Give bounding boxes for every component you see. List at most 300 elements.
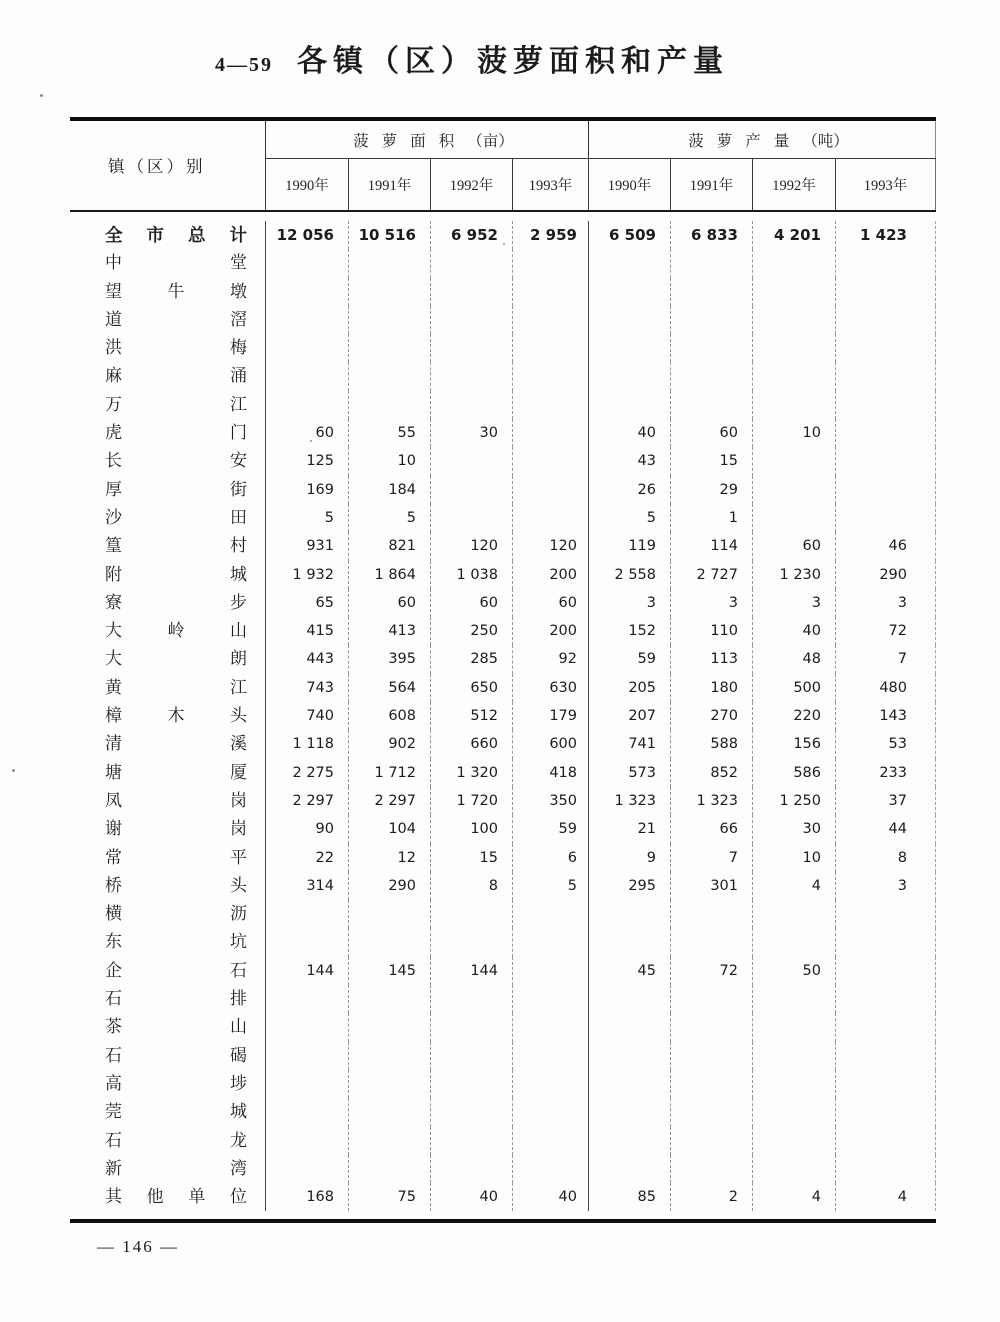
area-value-cell: 60: [430, 589, 512, 617]
area-value-cell: [430, 1127, 512, 1155]
area-value-cell: [348, 1127, 430, 1155]
town-name-cell: [70, 1098, 265, 1126]
output-value-cell: 156: [752, 730, 835, 758]
area-value-cell: 144: [430, 957, 512, 985]
town-name-cell: [70, 221, 265, 249]
output-value-cell: [670, 928, 752, 956]
area-value-cell: 290: [348, 872, 430, 900]
area-value-cell: [348, 985, 430, 1013]
output-value-cell: [588, 1042, 670, 1070]
output-value-cell: [588, 249, 670, 277]
area-value-cell: 743: [265, 674, 348, 702]
output-value-cell: [835, 362, 936, 390]
area-value-cell: [430, 249, 512, 277]
table-title: 各镇（区）菠萝面积和产量: [297, 45, 729, 78]
output-value-cell: [835, 306, 936, 334]
area-value-cell: [265, 1070, 348, 1098]
table-row: [70, 957, 936, 985]
town-name: 全 市 总 计: [105, 225, 247, 245]
output-value-cell: 852: [670, 759, 752, 787]
output-value-cell: [835, 447, 936, 475]
output-value-cell: 573: [588, 759, 670, 787]
area-value-cell: 5: [265, 504, 348, 532]
output-value-cell: 44: [835, 815, 936, 843]
town-name: 塘 厦: [105, 762, 247, 782]
output-value-cell: 1 423: [835, 221, 936, 249]
area-value-cell: 1 864: [348, 561, 430, 589]
output-value-cell: 143: [835, 702, 936, 730]
output-value-cell: [835, 1013, 936, 1041]
output-value-cell: [670, 278, 752, 306]
output-value-cell: 5: [588, 504, 670, 532]
output-value-cell: 59: [588, 645, 670, 673]
output-value-cell: 1 323: [588, 787, 670, 815]
output-value-cell: [835, 928, 936, 956]
output-value-cell: 3: [670, 589, 752, 617]
town-name-cell: [70, 617, 265, 645]
town-name-cell: [70, 985, 265, 1013]
area-value-cell: [348, 900, 430, 928]
area-value-cell: 1 320: [430, 759, 512, 787]
table-row: [70, 872, 936, 900]
output-value-cell: 301: [670, 872, 752, 900]
area-value-cell: [348, 1013, 430, 1041]
town-name: 茶 山: [105, 1017, 247, 1037]
area-value-cell: 200: [512, 561, 588, 589]
output-value-cell: [752, 1070, 835, 1098]
area-value-cell: [512, 306, 588, 334]
output-value-cell: [670, 1098, 752, 1126]
area-group-header: [265, 121, 588, 158]
area-value-cell: [265, 249, 348, 277]
area-value-cell: 40: [430, 1183, 512, 1211]
town-name-cell: [70, 1155, 265, 1183]
area-value-cell: [265, 1098, 348, 1126]
output-value-cell: 29: [670, 476, 752, 504]
area-value-cell: 60: [348, 589, 430, 617]
output-value-cell: 741: [588, 730, 670, 758]
output-value-cell: [670, 1042, 752, 1070]
area-value-cell: [430, 504, 512, 532]
town-name: 东 坑: [105, 932, 247, 952]
output-value-cell: [835, 1155, 936, 1183]
output-value-cell: [835, 391, 936, 419]
area-value-cell: 608: [348, 702, 430, 730]
scan-speck: [12, 769, 15, 772]
area-value-cell: [430, 1098, 512, 1126]
town-name-cell: [70, 391, 265, 419]
table-row: [70, 476, 936, 504]
area-value-cell: 2 297: [348, 787, 430, 815]
town-name: 清 溪: [105, 734, 247, 754]
town-name: 高 埗: [105, 1073, 247, 1093]
area-value-cell: [348, 391, 430, 419]
output-value-cell: [588, 391, 670, 419]
output-value-cell: 290: [835, 561, 936, 589]
output-value-cell: 10: [752, 419, 835, 447]
output-value-cell: 220: [752, 702, 835, 730]
area-value-cell: [265, 1155, 348, 1183]
table-row: [70, 419, 936, 447]
area-value-cell: 65: [265, 589, 348, 617]
area-value-cell: 120: [430, 532, 512, 560]
area-value-cell: 55: [348, 419, 430, 447]
town-name-cell: [70, 957, 265, 985]
output-value-cell: 6 833: [670, 221, 752, 249]
output-value-cell: [670, 985, 752, 1013]
area-value-cell: 443: [265, 645, 348, 673]
output-value-cell: 1 230: [752, 561, 835, 589]
town-name-cell: [70, 561, 265, 589]
output-value-cell: 8: [835, 844, 936, 872]
area-value-cell: [512, 362, 588, 390]
area-value-cell: 415: [265, 617, 348, 645]
year-col-header: 1993年: [512, 159, 588, 210]
town-name: 篁 村: [105, 536, 247, 556]
area-value-cell: [512, 1098, 588, 1126]
town-name-cell: [70, 306, 265, 334]
area-value-cell: [348, 362, 430, 390]
town-name: 桥 头: [105, 875, 247, 895]
table-row: [70, 1183, 936, 1211]
output-value-cell: 48: [752, 645, 835, 673]
output-value-cell: 3: [752, 589, 835, 617]
table-row: [70, 759, 936, 787]
table-row: [70, 1042, 936, 1070]
output-value-cell: 7: [835, 645, 936, 673]
area-value-cell: 350: [512, 787, 588, 815]
area-value-cell: [512, 476, 588, 504]
town-name: 附 城: [105, 564, 247, 584]
table-row: [70, 561, 936, 589]
output-value-cell: [752, 476, 835, 504]
area-value-cell: 2 297: [265, 787, 348, 815]
town-name: 寮 步: [105, 592, 247, 612]
output-value-cell: 1: [670, 504, 752, 532]
output-value-cell: 1 323: [670, 787, 752, 815]
area-value-cell: [430, 306, 512, 334]
output-value-cell: 295: [588, 872, 670, 900]
output-value-cell: 180: [670, 674, 752, 702]
area-group-label: 菠萝面积: [353, 132, 468, 150]
table-row: [70, 730, 936, 758]
output-value-cell: 586: [752, 759, 835, 787]
year-col-header: 1992年: [752, 159, 835, 210]
table-row: [70, 362, 936, 390]
output-value-cell: 6 509: [588, 221, 670, 249]
town-name: 长 安: [105, 451, 247, 471]
output-value-cell: [835, 504, 936, 532]
town-name: 虎 门: [105, 423, 247, 443]
output-value-cell: [670, 1013, 752, 1041]
output-value-cell: 3: [588, 589, 670, 617]
area-value-cell: 5: [512, 872, 588, 900]
output-value-cell: 40: [588, 419, 670, 447]
town-name-cell: [70, 702, 265, 730]
output-value-cell: 66: [670, 815, 752, 843]
output-value-cell: [752, 249, 835, 277]
output-value-cell: 3: [835, 872, 936, 900]
year-col-header: 1993年: [835, 159, 936, 210]
town-name-cell: [70, 1183, 265, 1211]
output-value-cell: 53: [835, 730, 936, 758]
area-value-cell: [430, 1042, 512, 1070]
table-row: [70, 249, 936, 277]
area-value-cell: 12 056: [265, 221, 348, 249]
output-value-cell: [752, 1098, 835, 1126]
output-value-cell: [835, 1098, 936, 1126]
output-value-cell: 37: [835, 787, 936, 815]
page-title: [0, 36, 972, 80]
town-name-cell: [70, 815, 265, 843]
statistics-table: [70, 117, 936, 1223]
town-name-cell: [70, 532, 265, 560]
area-value-cell: 22: [265, 844, 348, 872]
output-value-cell: 45: [588, 957, 670, 985]
area-value-cell: 1 932: [265, 561, 348, 589]
town-name-cell: [70, 589, 265, 617]
area-value-cell: 92: [512, 645, 588, 673]
area-value-cell: 413: [348, 617, 430, 645]
area-value-cell: 184: [348, 476, 430, 504]
output-value-cell: [670, 1127, 752, 1155]
year-col-header: 1992年: [430, 159, 512, 210]
area-value-cell: 8: [430, 872, 512, 900]
output-unit-label: （吨）: [802, 132, 849, 150]
output-value-cell: 4: [752, 1183, 835, 1211]
town-name-cell: [70, 419, 265, 447]
table-row: [70, 787, 936, 815]
output-value-cell: [835, 476, 936, 504]
town-name: 道 滘: [105, 309, 247, 329]
area-value-cell: [430, 447, 512, 475]
town-name: 万 江: [105, 394, 247, 414]
output-value-cell: [752, 928, 835, 956]
output-value-cell: [835, 957, 936, 985]
output-value-cell: [835, 419, 936, 447]
area-value-cell: 512: [430, 702, 512, 730]
table-row: [70, 1127, 936, 1155]
output-value-cell: 500: [752, 674, 835, 702]
town-name: 横 沥: [105, 904, 247, 924]
town-name-cell: [70, 278, 265, 306]
year-header-row: [265, 158, 936, 210]
output-value-cell: 60: [752, 532, 835, 560]
header-right: [265, 121, 936, 210]
town-name: 洪 梅: [105, 338, 247, 358]
town-name: 石 碣: [105, 1045, 247, 1065]
town-name-cell: [70, 787, 265, 815]
area-value-cell: [348, 334, 430, 362]
area-value-cell: 5: [348, 504, 430, 532]
output-value-cell: [588, 985, 670, 1013]
area-unit-label: （亩）: [467, 132, 514, 150]
year-col-header: 1991年: [670, 159, 752, 210]
output-value-cell: [835, 985, 936, 1013]
area-value-cell: 740: [265, 702, 348, 730]
town-name-cell: [70, 1070, 265, 1098]
output-value-cell: [670, 334, 752, 362]
area-value-cell: [265, 1042, 348, 1070]
area-value-cell: [348, 249, 430, 277]
town-name-cell: [70, 928, 265, 956]
output-value-cell: [752, 278, 835, 306]
town-name-cell: [70, 476, 265, 504]
town-name: 企 石: [105, 960, 247, 980]
town-name: 石 排: [105, 989, 247, 1009]
area-value-cell: 630: [512, 674, 588, 702]
output-value-cell: 480: [835, 674, 936, 702]
table-row: [70, 985, 936, 1013]
area-value-cell: 2 275: [265, 759, 348, 787]
town-name-cell: [70, 872, 265, 900]
output-value-cell: 21: [588, 815, 670, 843]
page-number: — 146 —: [97, 1237, 179, 1256]
town-name-cell: [70, 362, 265, 390]
output-value-cell: [588, 1127, 670, 1155]
area-value-cell: [265, 278, 348, 306]
output-value-cell: 588: [670, 730, 752, 758]
table-row: [70, 589, 936, 617]
table-row: [70, 1013, 936, 1041]
area-value-cell: [265, 928, 348, 956]
area-value-cell: [265, 1127, 348, 1155]
area-value-cell: 564: [348, 674, 430, 702]
area-value-cell: 104: [348, 815, 430, 843]
area-value-cell: 120: [512, 532, 588, 560]
output-value-cell: 119: [588, 532, 670, 560]
output-value-cell: 26: [588, 476, 670, 504]
table-row: [70, 391, 936, 419]
area-value-cell: 75: [348, 1183, 430, 1211]
area-value-cell: [430, 928, 512, 956]
area-value-cell: [512, 1042, 588, 1070]
scan-speck: [503, 243, 505, 245]
output-value-cell: 113: [670, 645, 752, 673]
area-value-cell: [512, 249, 588, 277]
area-value-cell: 168: [265, 1183, 348, 1211]
area-value-cell: [430, 900, 512, 928]
area-value-cell: 179: [512, 702, 588, 730]
town-name: 其 他 单 位: [105, 1187, 247, 1207]
area-value-cell: [265, 985, 348, 1013]
output-value-cell: 4: [835, 1183, 936, 1211]
town-name: 大 岭 山: [105, 621, 247, 641]
output-value-cell: 152: [588, 617, 670, 645]
output-value-cell: 72: [835, 617, 936, 645]
table-row: [70, 645, 936, 673]
area-value-cell: 90: [265, 815, 348, 843]
town-name: 黄 江: [105, 677, 247, 697]
output-value-cell: 7: [670, 844, 752, 872]
output-value-cell: 233: [835, 759, 936, 787]
area-value-cell: [512, 1013, 588, 1041]
output-value-cell: [670, 1070, 752, 1098]
area-value-cell: [512, 278, 588, 306]
output-value-cell: [588, 1070, 670, 1098]
area-value-cell: [348, 1155, 430, 1183]
area-value-cell: 6 952: [430, 221, 512, 249]
output-value-cell: [752, 362, 835, 390]
output-value-cell: 10: [752, 844, 835, 872]
area-value-cell: [512, 957, 588, 985]
area-value-cell: 200: [512, 617, 588, 645]
year-col-header: 1990年: [265, 159, 348, 210]
output-value-cell: [752, 900, 835, 928]
area-value-cell: 125: [265, 447, 348, 475]
area-value-cell: 60: [512, 589, 588, 617]
output-value-cell: [752, 985, 835, 1013]
output-value-cell: 60: [670, 419, 752, 447]
table-row: [70, 504, 936, 532]
output-value-cell: [588, 334, 670, 362]
output-value-cell: [835, 249, 936, 277]
area-value-cell: [430, 1013, 512, 1041]
town-name: 新 湾: [105, 1158, 247, 1178]
output-value-cell: 2: [670, 1183, 752, 1211]
area-value-cell: 314: [265, 872, 348, 900]
output-value-cell: [752, 504, 835, 532]
output-value-cell: [588, 1013, 670, 1041]
town-name-cell: [70, 674, 265, 702]
town-name-cell: [70, 759, 265, 787]
area-value-cell: 931: [265, 532, 348, 560]
output-value-cell: 2 727: [670, 561, 752, 589]
year-col-header: 1991年: [348, 159, 430, 210]
area-value-cell: [430, 362, 512, 390]
table-row: [70, 1070, 936, 1098]
town-name: 樟 木 头: [105, 706, 247, 726]
area-value-cell: [512, 334, 588, 362]
town-name: 凤 岗: [105, 790, 247, 810]
area-value-cell: [512, 504, 588, 532]
output-value-cell: 114: [670, 532, 752, 560]
area-value-cell: 1 118: [265, 730, 348, 758]
row-header-cell: 镇（区）别: [108, 157, 206, 176]
area-value-cell: [430, 1155, 512, 1183]
area-value-cell: [430, 278, 512, 306]
output-value-cell: [835, 1042, 936, 1070]
output-value-cell: [588, 306, 670, 334]
town-name-cell: [70, 249, 265, 277]
output-value-cell: [752, 1013, 835, 1041]
town-name: 沙 田: [105, 507, 247, 527]
area-value-cell: [512, 1127, 588, 1155]
area-value-cell: [512, 1070, 588, 1098]
area-value-cell: [265, 1013, 348, 1041]
output-value-cell: [835, 334, 936, 362]
area-value-cell: [430, 1070, 512, 1098]
table-row: [70, 617, 936, 645]
table-row: [70, 278, 936, 306]
area-value-cell: 10: [348, 447, 430, 475]
output-value-cell: [670, 391, 752, 419]
area-value-cell: 169: [265, 476, 348, 504]
town-name-cell: [70, 447, 265, 475]
output-value-cell: [752, 447, 835, 475]
area-value-cell: [265, 900, 348, 928]
area-value-cell: 902: [348, 730, 430, 758]
output-value-cell: [752, 1127, 835, 1155]
area-value-cell: 250: [430, 617, 512, 645]
area-value-cell: 660: [430, 730, 512, 758]
scan-speck: [40, 94, 43, 97]
area-value-cell: [265, 362, 348, 390]
output-value-cell: 40: [752, 617, 835, 645]
group-header-row: [265, 121, 936, 158]
output-value-cell: 4: [752, 872, 835, 900]
area-value-cell: 12: [348, 844, 430, 872]
